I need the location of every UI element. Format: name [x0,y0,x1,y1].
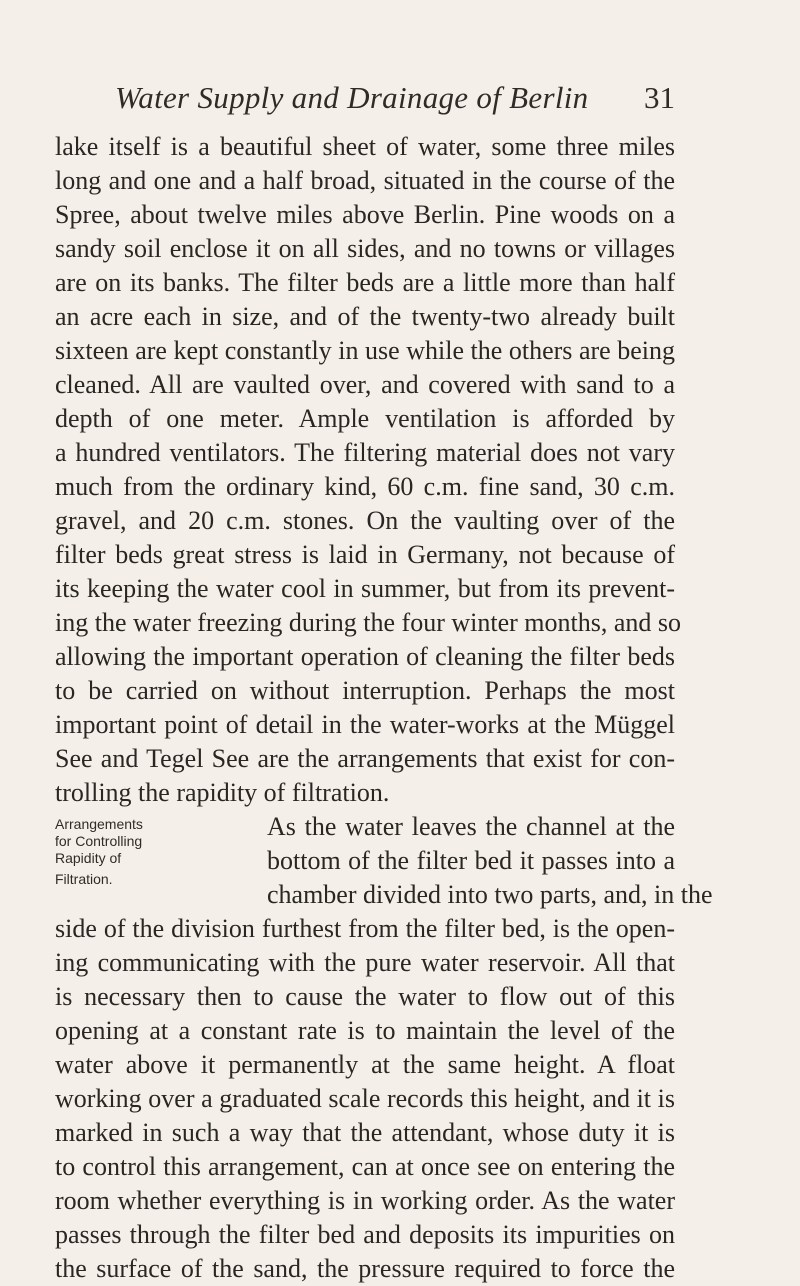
body-line: the surface of the sand, the pressure required to force the [55,1254,675,1283]
body-line: sandy soil enclose it on all sides, and no towns or villages [55,234,675,263]
body-line: lake itself is a beautiful sheet of water, some three miles [55,132,675,161]
body-line: room whether everything is in working order. As the water [55,1186,675,1215]
body-line: allowing the important operation of cleaning the filter beds [55,642,675,671]
body-line: a hundred ventilators. The filtering material does not vary [55,438,675,467]
body-line: passes through the filter bed and deposits its impurities on [55,1220,675,1249]
body-line: sixteen are kept constantly in use while the others are being [55,336,675,365]
body-line: marked in such a way that the attendant, whose duty it is [55,1118,675,1147]
body-line: opening at a constant rate is to maintain the level of the [55,1016,675,1045]
body-line: bottom of the filter bed it passes into a [267,846,675,875]
sidenote-line: Arrangements [55,816,143,832]
sidenote-line: Rapidity of [55,850,122,866]
body-line: important point of detail in the water-works at the Müggel [55,710,675,739]
body-line: ing communicating with the pure water reservoir. All that [55,948,675,977]
body-line: See and Tegel See are the arrangements that exist for con- [55,744,675,773]
body-line: cleaned. All are vaulted over, and covered with sand to a [55,370,675,399]
body-line: an acre each in size, and of the twenty-two already built [55,302,675,331]
body-line: to be carried on without interruption. Perhaps the most [55,676,675,705]
running-title: Water Supply and Drainage of Berlin [115,80,589,115]
running-head [115,74,675,124]
body-line: to control this arrangement, can at once see on entering the [55,1152,675,1181]
page-number: 31 [644,80,675,115]
body-line: As the water leaves the channel at the [267,812,675,841]
sidenote-line: for Controlling [55,833,143,849]
body-line: ing the water freezing during the four winter months, and so [55,608,681,637]
body-line: filter beds great stress is laid in Germany, not because of [55,540,675,569]
body-line: Spree, about twelve miles above Berlin. Pine woods on a [55,200,675,229]
body-line: chamber divided into two parts, and, in the [267,880,713,909]
body-line: working over a graduated scale records this height, and it is [55,1084,675,1113]
body-line: is necessary then to cause the water to flow out of this [55,982,675,1011]
body-line: its keeping the water cool in summer, but from its prevent- [55,574,675,603]
body-line: water above it permanently at the same height. A float [55,1050,675,1079]
body-line: long and one and a half broad, situated in the course of the [55,166,675,195]
body-line: depth of one meter. Ample ventilation is afforded by [55,404,675,433]
body-line: trolling the rapidity of filtration. [55,778,390,807]
body-line: much from the ordinary kind, 60 c.m. fine sand, 30 c.m. [55,472,675,501]
body-line: side of the division furthest from the filter bed, is the open- [55,914,675,943]
body-line: are on its banks. The filter beds are a little more than half [55,268,675,297]
body-line: gravel, and 20 c.m. stones. On the vaulting over of the [55,506,675,535]
sidenote-line: Filtration. [55,871,113,887]
